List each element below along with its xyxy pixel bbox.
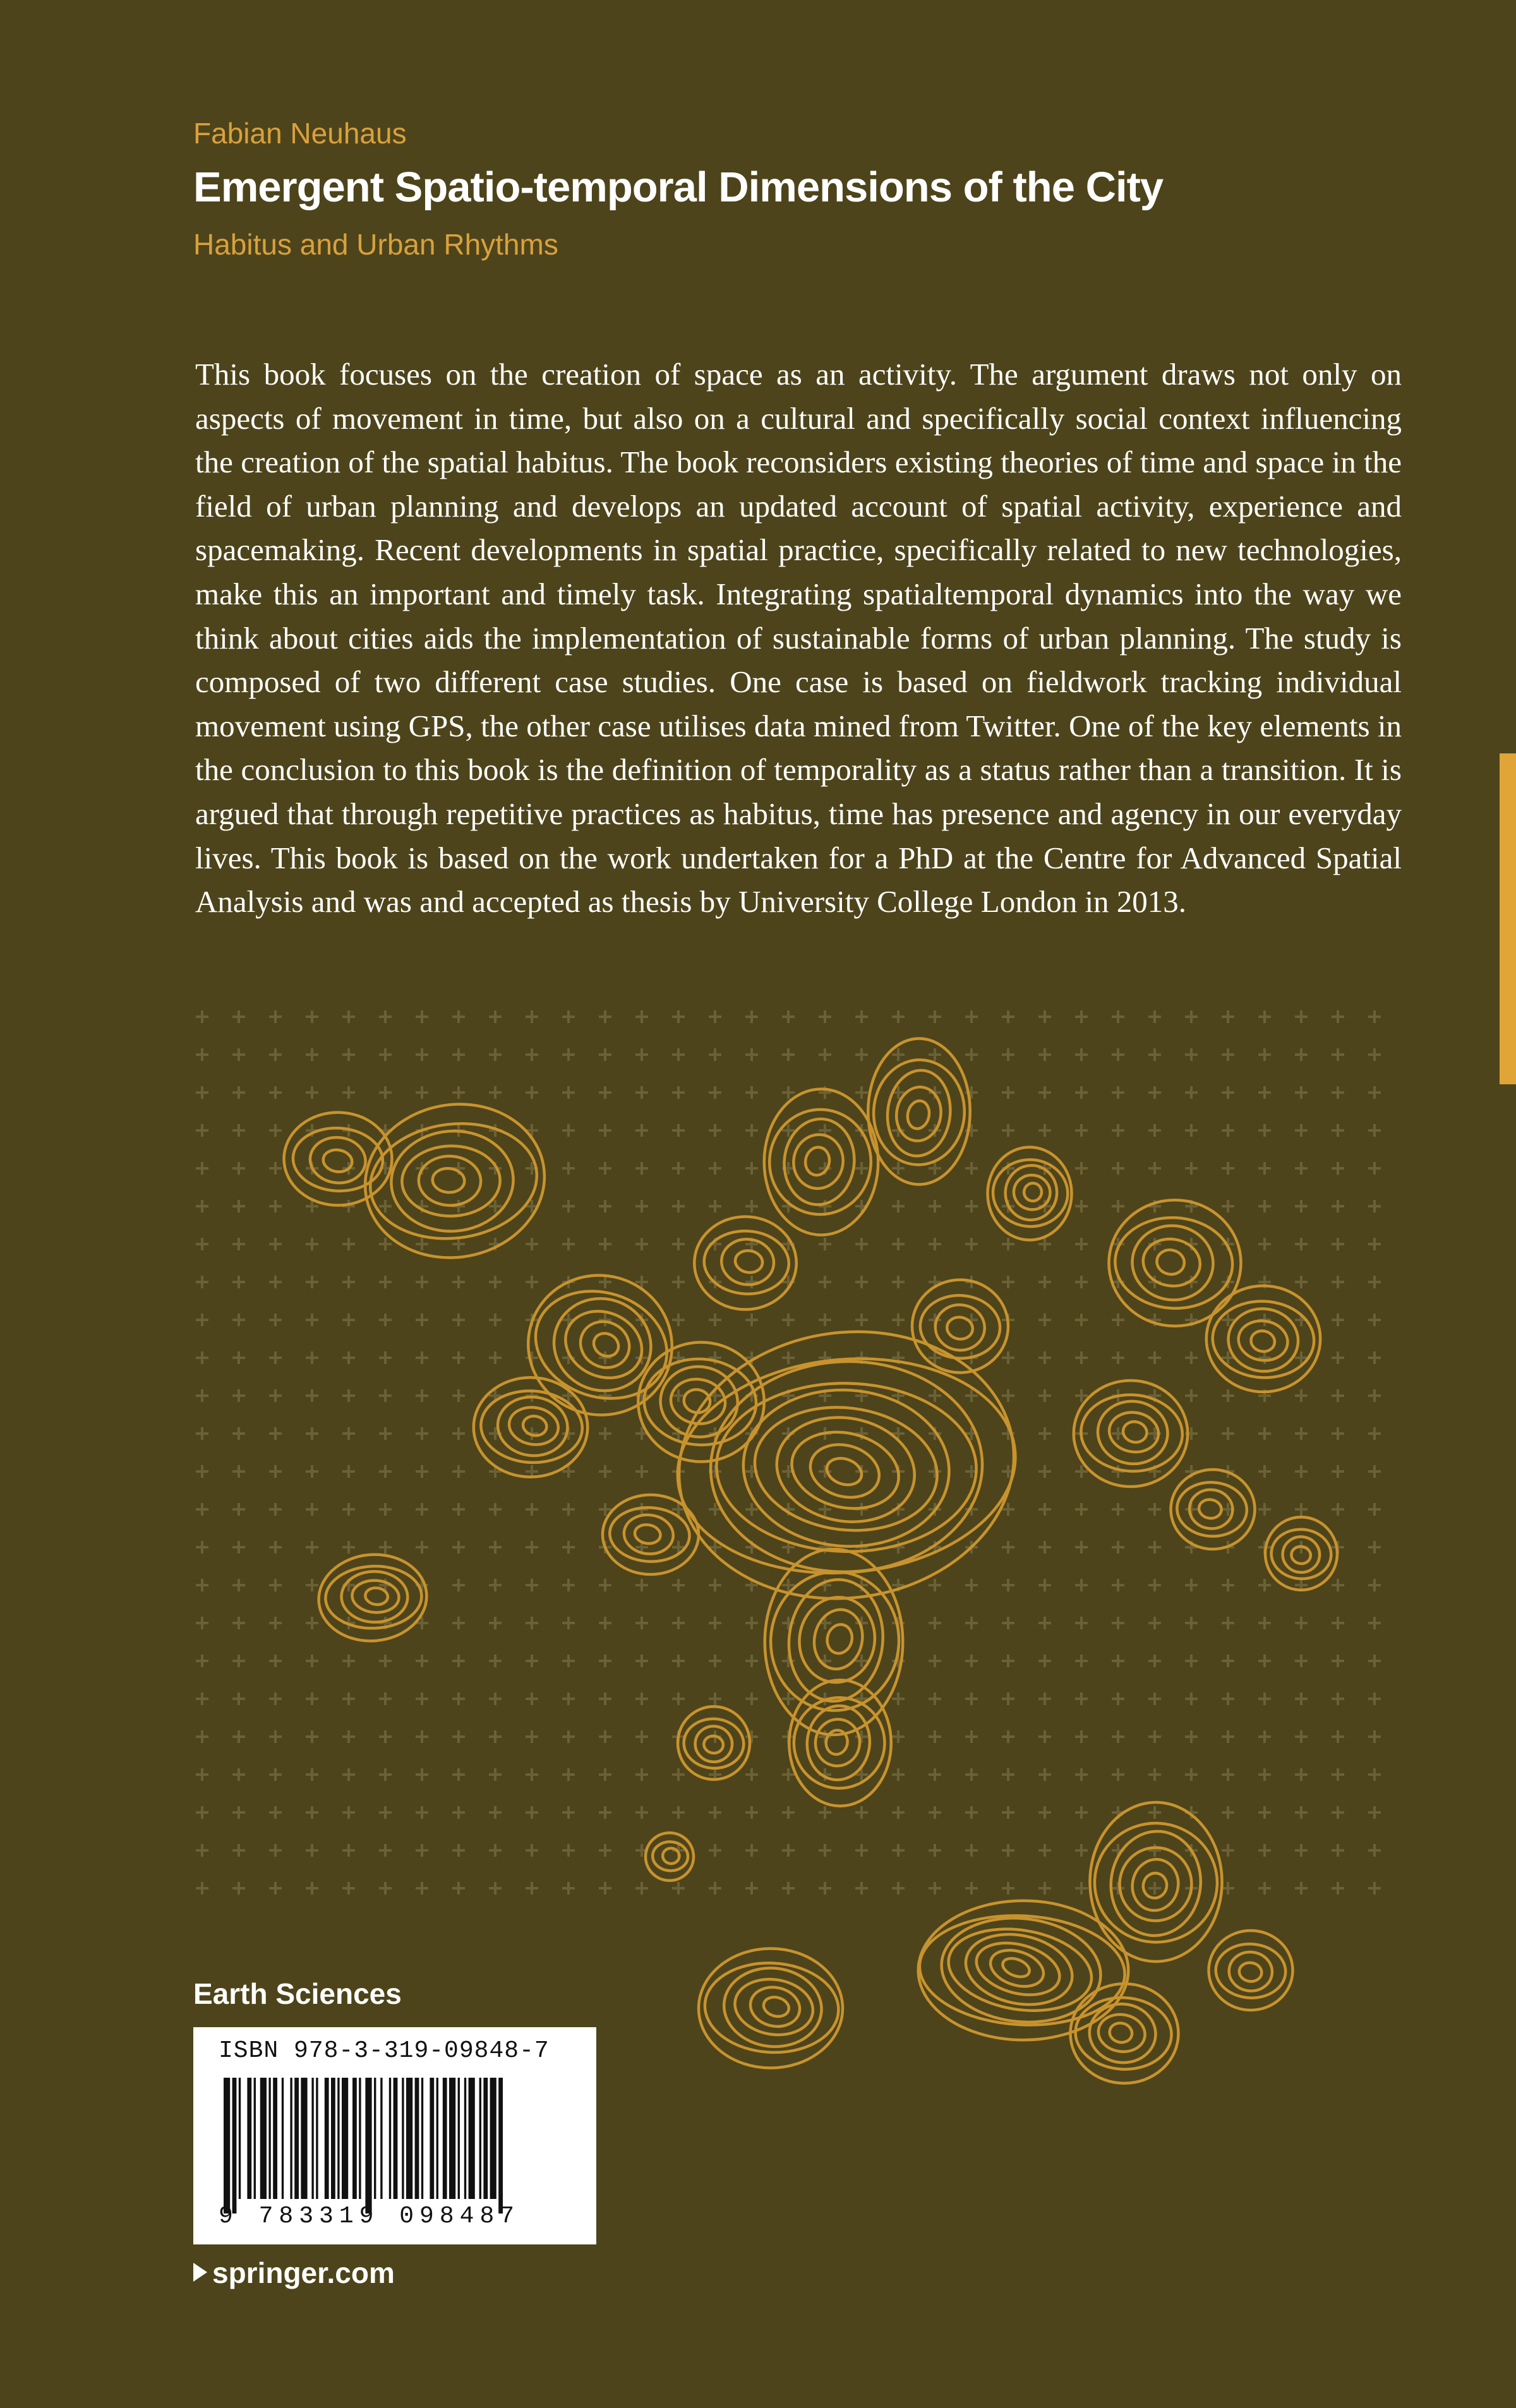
isbn-barcode: [193, 2027, 596, 2244]
contour-map-graphic: [0, 985, 1516, 2122]
publisher-website: [193, 2256, 395, 2290]
publisher-website-label: springer.com: [212, 2256, 395, 2289]
barcode-digits: 9 783319 098487: [219, 2203, 520, 2230]
book-description: This book focuses on the creation of space as an activity. The argument draws not only on aspects of movement in time, but also on a cultural and specifically social context influencing the creation of the spatial habitus. The book reconsiders existing theories of time and space in the field of urban planning and develops an updated account of spatial activity, experience and spacemaking. Recent developments in spatial practice, specifically related to new technologies, make this an important and timely task. Integrating spatialtemporal dynamics into the way we think about cities aids the implementation of sustainable forms of urban planning. The study is composed of two different case studies. One case is based on fieldwork tracking individual movement using GPS, the other case utilises data mined from Twitter. One of the key elements in the conclusion to this book is the definition of temporality as a status rather than a transition. It is argued that through repetitive practices as habitus, time has presence and agency in our everyday lives. This book is based on the work undertaken for a PhD at the Centre for Advanced Spatial Analysis and was and accepted as thesis by University College London in 2013.: [195, 357, 1402, 919]
author-name: Fabian Neuhaus: [193, 117, 407, 150]
book-title: Emergent Spatio-temporal Dimensions of the City: [193, 164, 1164, 211]
contour-lines: [284, 1039, 1338, 2083]
triangle-right-icon: [193, 2263, 207, 2282]
subject-category: Earth Sciences: [193, 1977, 402, 2010]
book-subtitle: Habitus and Urban Rhythms: [193, 228, 558, 261]
isbn-label: ISBN 978-3-319-09848-7: [219, 2037, 550, 2064]
